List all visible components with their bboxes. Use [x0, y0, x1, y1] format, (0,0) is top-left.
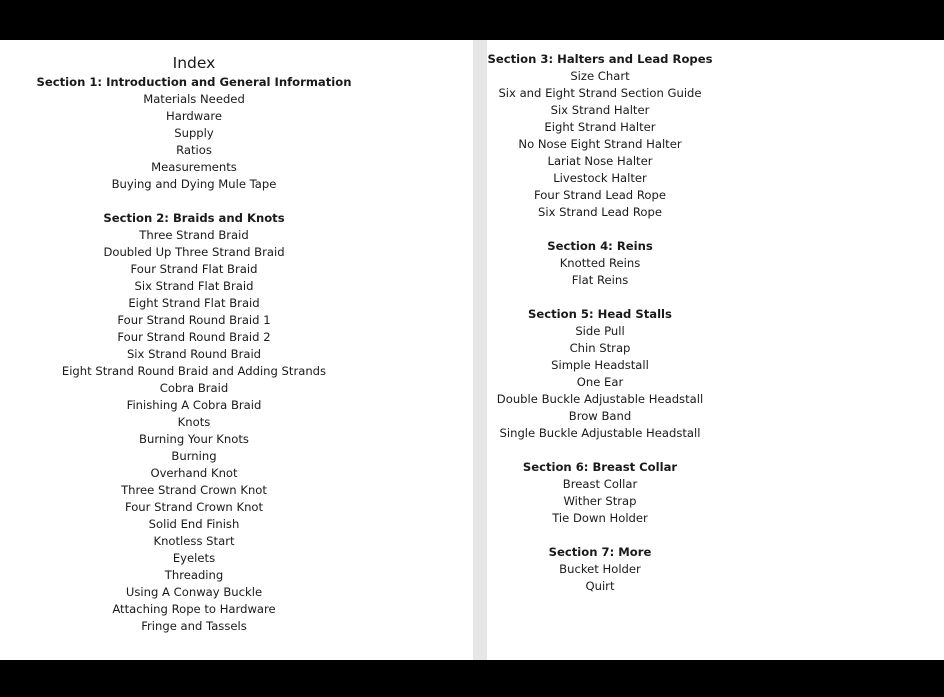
- index-entry: Three Strand Crown Knot: [121, 483, 267, 497]
- right-index-column: [323, 40, 877, 595]
- index-entry: Eight Strand Flat Braid: [128, 296, 260, 310]
- section-heading: Section 7: More: [548, 545, 652, 559]
- index-entry: Side Pull: [575, 324, 625, 338]
- index-entry: Four Strand Round Braid 2: [117, 330, 271, 344]
- index-title: Index: [172, 54, 216, 72]
- index-entry: No Nose Eight Strand Halter: [518, 137, 682, 151]
- section-spacer: [323, 442, 877, 459]
- section-spacer: [323, 527, 877, 544]
- index-entry: Single Buckle Adjustable Headstall: [499, 426, 701, 440]
- section-heading: Section 4: Reins: [547, 239, 653, 253]
- index-entry: Three Strand Braid: [139, 228, 249, 242]
- right-page: [487, 40, 944, 660]
- index-entry: Wither Strap: [563, 494, 637, 508]
- index-entry: Size Chart: [570, 69, 630, 83]
- section-heading: Section 3: Halters and Lead Ropes: [487, 52, 713, 66]
- index-entry: Knots: [177, 415, 211, 429]
- index-entry: Four Strand Round Braid 1: [117, 313, 271, 327]
- index-entry: Six Strand Round Braid: [126, 347, 262, 361]
- index-entry: Bucket Holder: [559, 562, 641, 576]
- index-entry: Breast Collar: [562, 477, 638, 491]
- index-entry: Eyelets: [172, 551, 216, 565]
- index-entry: Four Strand Crown Knot: [124, 500, 264, 514]
- index-entry: Fringe and Tassels: [141, 619, 247, 633]
- index-entry: Double Buckle Adjustable Headstall: [496, 392, 704, 406]
- index-entry: Livestock Halter: [553, 171, 647, 185]
- index-entry: Materials Needed: [143, 92, 245, 106]
- index-entry: Six Strand Halter: [550, 103, 650, 117]
- section-heading: Section 1: Introduction and General Information: [36, 75, 352, 89]
- index-entry: Quirt: [585, 579, 615, 593]
- section-heading: Section 2: Braids and Knots: [103, 211, 285, 225]
- section-spacer: [323, 289, 877, 306]
- index-entry: Burning Your Knots: [139, 432, 249, 446]
- index-entry: Six Strand Flat Braid: [134, 279, 254, 293]
- index-entry: Six and Eight Strand Section Guide: [498, 86, 702, 100]
- index-entry: Buying and Dying Mule Tape: [111, 177, 277, 191]
- index-entry: Overhand Knot: [150, 466, 238, 480]
- section-heading: Section 6: Breast Collar: [522, 460, 678, 474]
- index-entry: Doubled Up Three Strand Braid: [103, 245, 285, 259]
- index-entry: Lariat Nose Halter: [547, 154, 653, 168]
- index-entry: Solid End Finish: [148, 517, 240, 531]
- index-entry: Attaching Rope to Hardware: [112, 602, 276, 616]
- index-entry: Four Strand Flat Braid: [130, 262, 258, 276]
- index-entry: Threading: [164, 568, 224, 582]
- index-entry: One Ear: [576, 375, 624, 389]
- index-entry: Ratios: [176, 143, 212, 157]
- index-entry: Knotted Reins: [559, 256, 641, 270]
- index-entry: Supply: [174, 126, 214, 140]
- index-entry: Simple Headstall: [551, 358, 649, 372]
- index-entry: Knotless Start: [153, 534, 235, 548]
- index-entry: Brow Band: [568, 409, 632, 423]
- index-entry: Hardware: [166, 109, 222, 123]
- index-entry: Finishing A Cobra Braid: [126, 398, 262, 412]
- index-entry: Tie Down Holder: [552, 511, 648, 525]
- index-entry: Flat Reins: [571, 273, 629, 287]
- index-entry: Cobra Braid: [159, 381, 229, 395]
- section-heading: Section 5: Head Stalls: [528, 307, 672, 321]
- index-entry: Burning: [171, 449, 217, 463]
- index-entry: Measurements: [151, 160, 237, 174]
- index-entry: Chin Strap: [569, 341, 631, 355]
- section-spacer: [323, 221, 877, 238]
- index-entry: Eight Strand Halter: [544, 120, 656, 134]
- index-entry: Eight Strand Round Braid and Adding Strands: [61, 364, 327, 378]
- index-entry: Four Strand Lead Rope: [534, 188, 666, 202]
- index-entry: Six Strand Lead Rope: [538, 205, 662, 219]
- index-entry: Using A Conway Buckle: [125, 585, 263, 599]
